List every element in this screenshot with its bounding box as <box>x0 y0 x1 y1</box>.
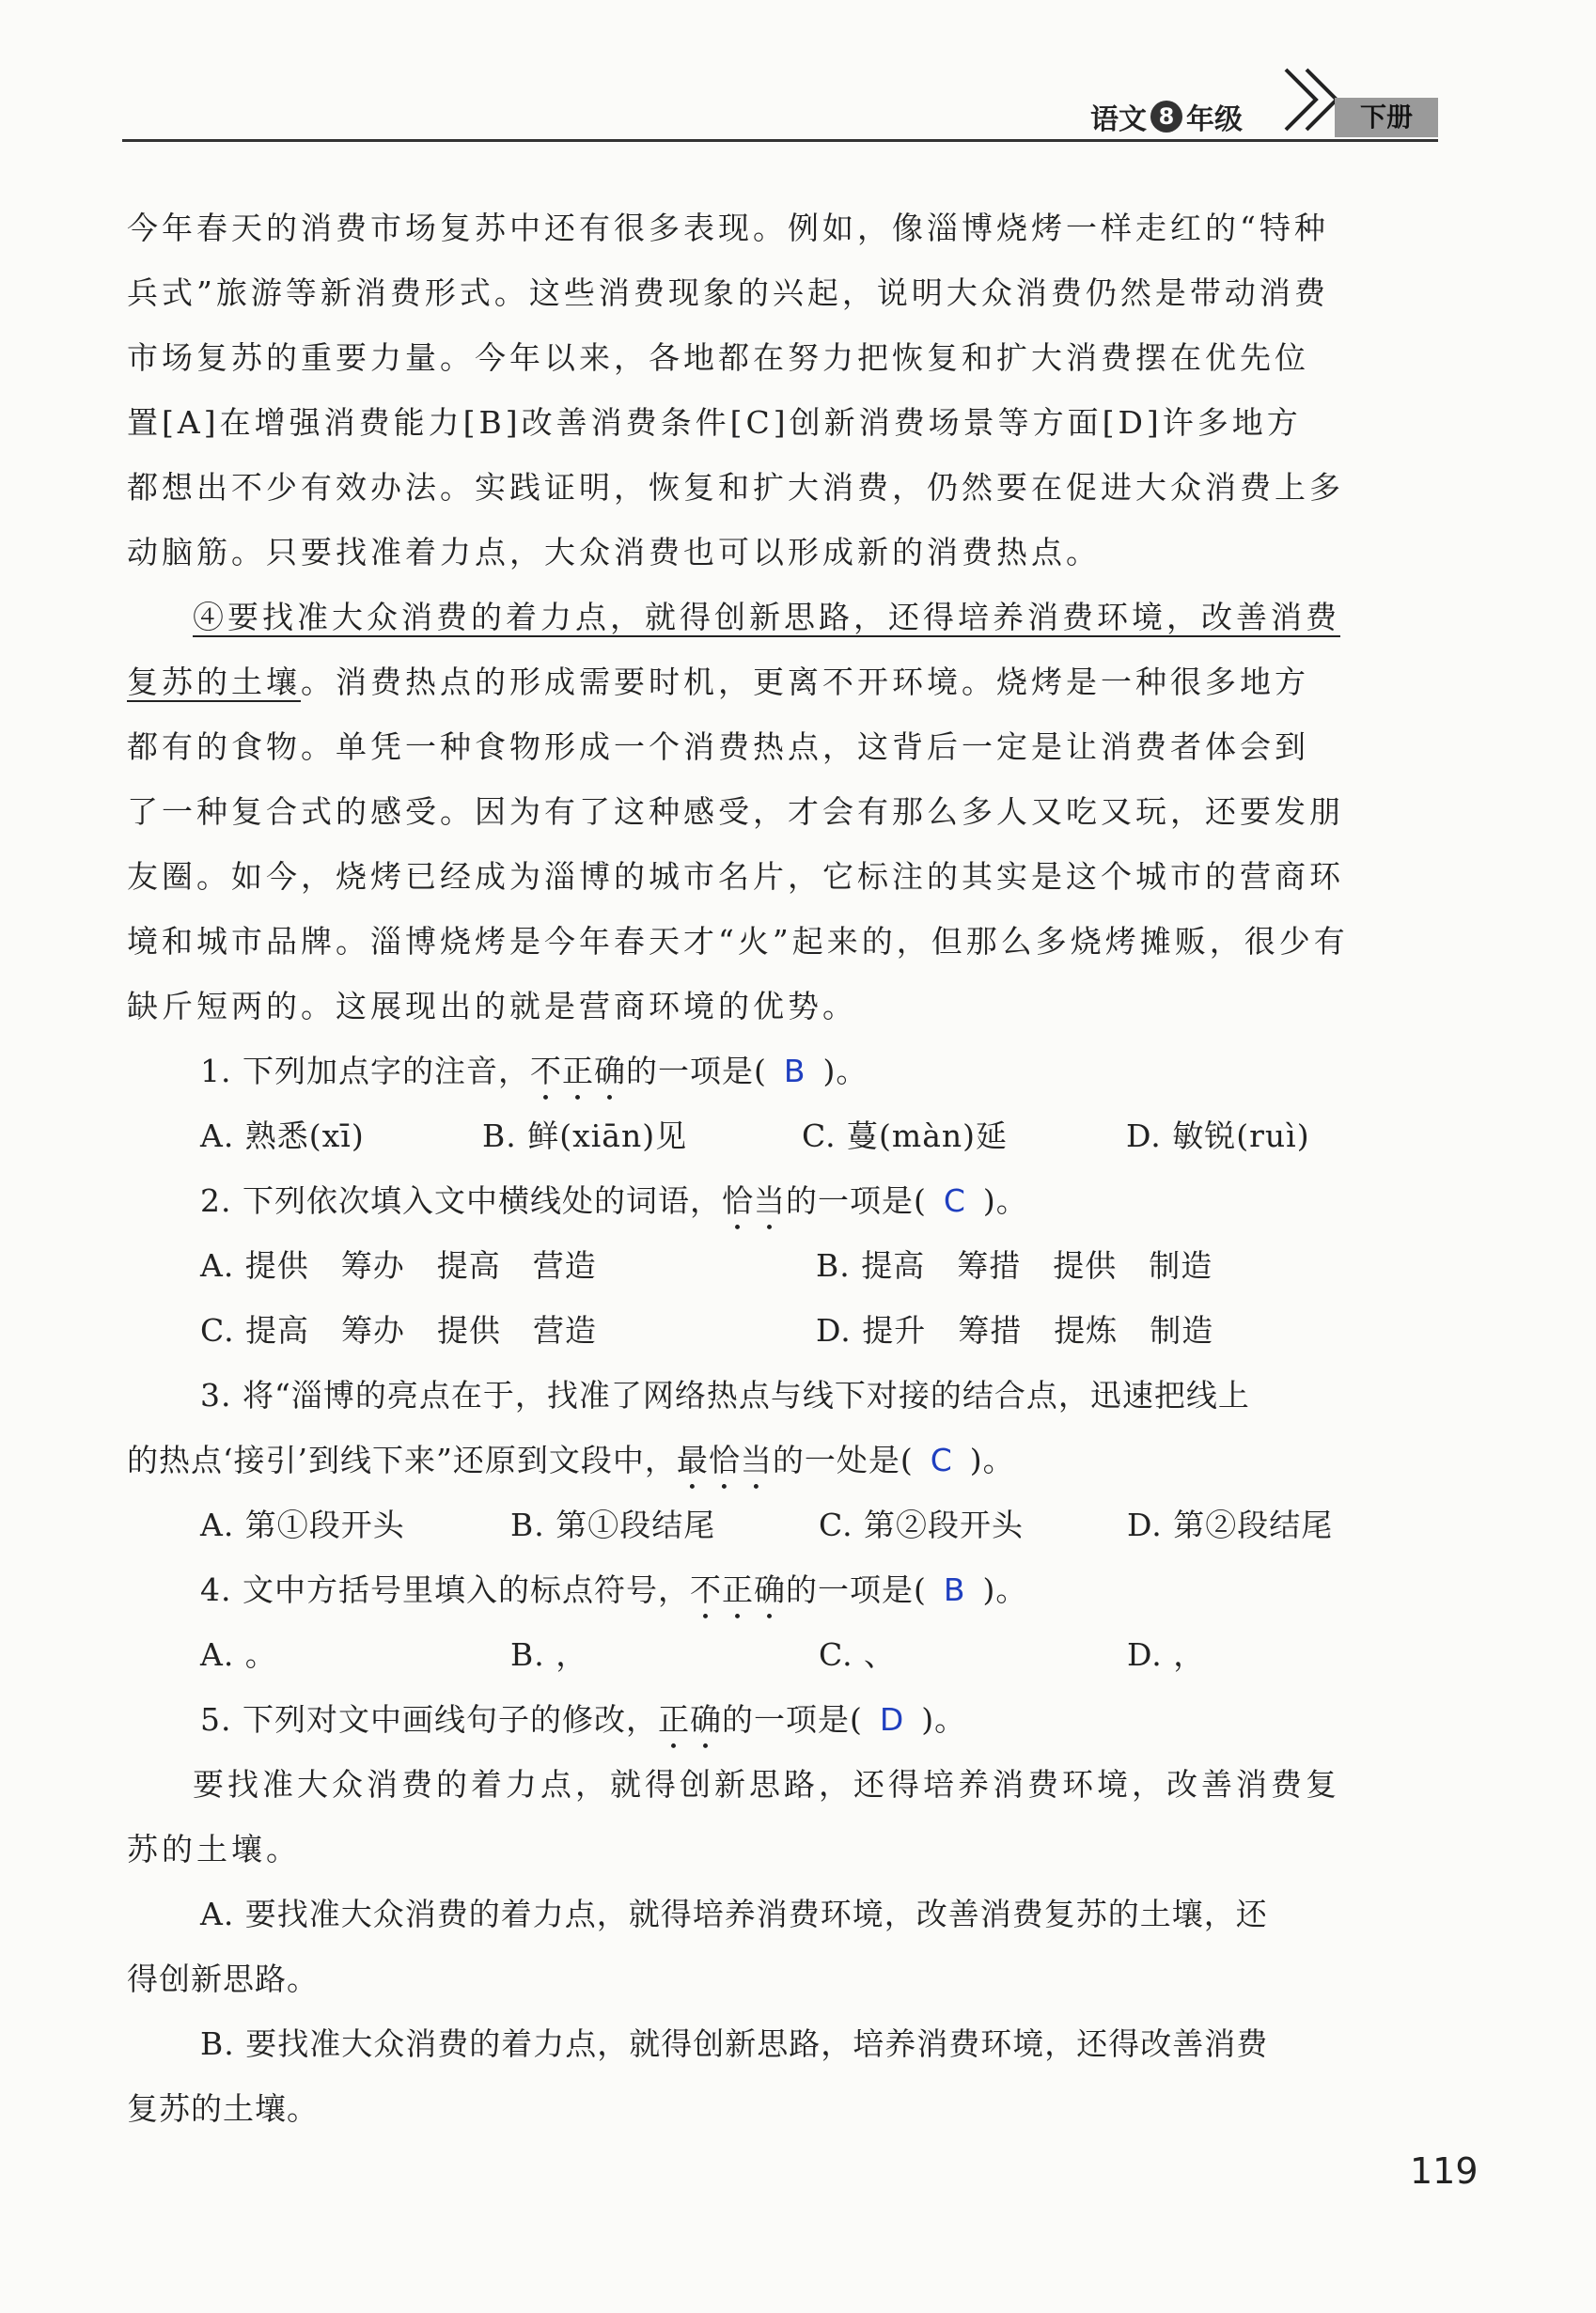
question-text: 的热点‘接引’到线下来”还原到文段中， <box>127 1442 677 1478</box>
question-text: 5. 下列对文中画线句子的修改， <box>200 1701 658 1738</box>
question-text: 4. 文中方括号里填入的标点符号， <box>200 1571 690 1608</box>
subject-label: 语文 <box>1090 103 1147 136</box>
underlined-sentence: ④要找准大众消费的着力点，就得创新思路，还得培养消费环境，改善消费 <box>193 599 1340 635</box>
option-b: B. 鲜(xiān)见 <box>482 1117 688 1154</box>
answer-mark: B <box>943 1571 966 1608</box>
header-divider <box>122 139 1438 142</box>
passage-line: 都想出不少有效办法。实践证明，恢复和扩大消费，仍然要在促进大众消费上多 <box>127 469 1344 506</box>
option-a: A. 。 <box>200 1636 277 1673</box>
answer-mark: D <box>879 1701 905 1738</box>
option-b: B. 要找准大众消费的着力点，就得创新思路，培养消费环境，还得改善消费 <box>200 2025 1269 2062</box>
question-1 <box>127 1039 1415 1103</box>
passage-text: 。消费热点的形成需要时机，更离不开环境。烧烤是一种很多地方 <box>301 664 1309 700</box>
question-5 <box>127 1687 1415 1752</box>
question-3-cont <box>127 1428 1415 1493</box>
quoted-sentence-cont: 苏的土壤。 <box>127 1831 301 1868</box>
question-1-options <box>127 1103 1415 1168</box>
answer-mark: C <box>930 1442 953 1478</box>
question-2 <box>127 1168 1415 1233</box>
emphasis-dots: 不正确 <box>529 1053 626 1089</box>
question-text: 的一项是( <box>721 1701 863 1738</box>
passage-line: 市场复苏的重要力量。今年以来，各地都在努力把恢复和扩大消费摆在优先位 <box>127 339 1309 376</box>
emphasis-dots: 正确 <box>657 1701 722 1738</box>
answer-mark: B <box>783 1053 806 1089</box>
grade-suffix: 年级 <box>1186 103 1243 136</box>
emphasis-dots: 不正确 <box>689 1571 786 1608</box>
page-header <box>122 56 1438 146</box>
passage-line: 都有的食物。单凭一种食物形成一个消费热点，这背后一定是让消费者体会到 <box>127 728 1309 765</box>
passage-line: 今年春天的消费市场复苏中还有很多表现。例如，像淄博烧烤一样走红的“特种 <box>127 210 1329 246</box>
question-text: )。 <box>921 1701 967 1738</box>
book-subject-grade <box>1090 96 1243 137</box>
emphasis-dots: 最恰当 <box>676 1442 773 1478</box>
passage-line: 置[A]在增强消费能力[B]改善消费条件[C]创新消费场景等方面[D]许多地方 <box>127 404 1302 441</box>
option-b: B. 提高 筹措 提供 制造 <box>816 1247 1213 1284</box>
question-3-options <box>127 1493 1415 1557</box>
question-3: 3. 将“淄博的亮点在于，找准了网络热点与线下对接的结合点，迅速把线上 <box>200 1377 1250 1414</box>
option-c: C. 第②段开头 <box>819 1507 1025 1543</box>
quoted-sentence: 要找准大众消费的着力点，就得创新思路，还得培养消费环境，改善消费复 <box>193 1766 1340 1803</box>
option-c: C. 、 <box>819 1636 897 1673</box>
passage-line <box>127 585 1415 649</box>
question-text: 的一处是( <box>772 1442 914 1478</box>
option-d: D. 第②段结尾 <box>1127 1507 1334 1543</box>
emphasis-dots: 恰当 <box>721 1182 786 1219</box>
passage-line: 了一种复合式的感受。因为有了这种感受，才会有那么多人又吃又玩，还要发朋 <box>127 793 1344 830</box>
question-text: 1. 下列加点字的注音， <box>200 1053 530 1089</box>
question-text: 的一项是( <box>625 1053 767 1089</box>
option-a: A. 熟悉(xī) <box>200 1117 365 1154</box>
question-2-options <box>127 1298 1415 1363</box>
page-number: 119 <box>1410 2150 1479 2192</box>
question-text: )。 <box>982 1182 1028 1219</box>
passage-line: 兵式”旅游等新消费形式。这些消费现象的兴起，说明大众消费仍然是带动消费 <box>127 274 1329 311</box>
answer-mark: C <box>943 1182 966 1219</box>
option-b-cont: 复苏的土壤。 <box>127 2090 319 2127</box>
question-text: 的一项是( <box>785 1571 927 1608</box>
passage-line: 境和城市品牌。淄博烧烤是今年春天才“火”起来的，但那么多烧烤摊贩，很少有 <box>127 923 1349 960</box>
option-d: D. 敏锐(ruì) <box>1126 1117 1310 1154</box>
question-text: )。 <box>969 1442 1015 1478</box>
question-text: 的一项是( <box>785 1182 927 1219</box>
volume-tag: 下册 <box>1335 98 1438 137</box>
option-b: B. ， <box>510 1636 588 1673</box>
option-d: D. 提升 筹措 提炼 制造 <box>816 1312 1214 1349</box>
page-content <box>127 195 1415 2141</box>
question-4-options <box>127 1622 1415 1687</box>
option-a: A. 第①段开头 <box>200 1507 405 1543</box>
passage-paragraph-4 <box>127 585 1415 1039</box>
option-c: C. 蔓(màn)延 <box>802 1117 1009 1154</box>
question-2-options <box>127 1233 1415 1298</box>
option-b: B. 第①段结尾 <box>510 1507 716 1543</box>
question-text: )。 <box>822 1053 868 1089</box>
option-a-cont: 得创新思路。 <box>127 1961 319 1997</box>
question-4 <box>127 1557 1415 1622</box>
option-c: C. 提高 筹办 提供 营造 <box>200 1312 598 1349</box>
passage-line: 动脑筋。只要找准着力点，大众消费也可以形成新的消费热点。 <box>127 534 1101 570</box>
passage-block-1 <box>127 195 1415 585</box>
grade-number-badge: 8 <box>1150 101 1182 133</box>
option-a: A. 提供 筹办 提高 营造 <box>200 1247 597 1284</box>
passage-line <box>127 649 1415 714</box>
option-a: A. 要找准大众消费的着力点，就得培养消费环境，改善消费复苏的土壤，还 <box>200 1896 1268 1932</box>
passage-line: 友圈。如今，烧烤已经成为淄博的城市名片，它标注的其实是这个城市的营商环 <box>127 858 1344 895</box>
question-text: 2. 下列依次填入文中横线处的词语， <box>200 1182 722 1219</box>
option-d: D. ， <box>1127 1636 1206 1673</box>
underlined-sentence-end: 复苏的土壤 <box>127 664 301 700</box>
passage-line: 缺斤短两的。这展现出的就是营商环境的优势。 <box>127 988 857 1024</box>
question-text: )。 <box>982 1571 1028 1608</box>
